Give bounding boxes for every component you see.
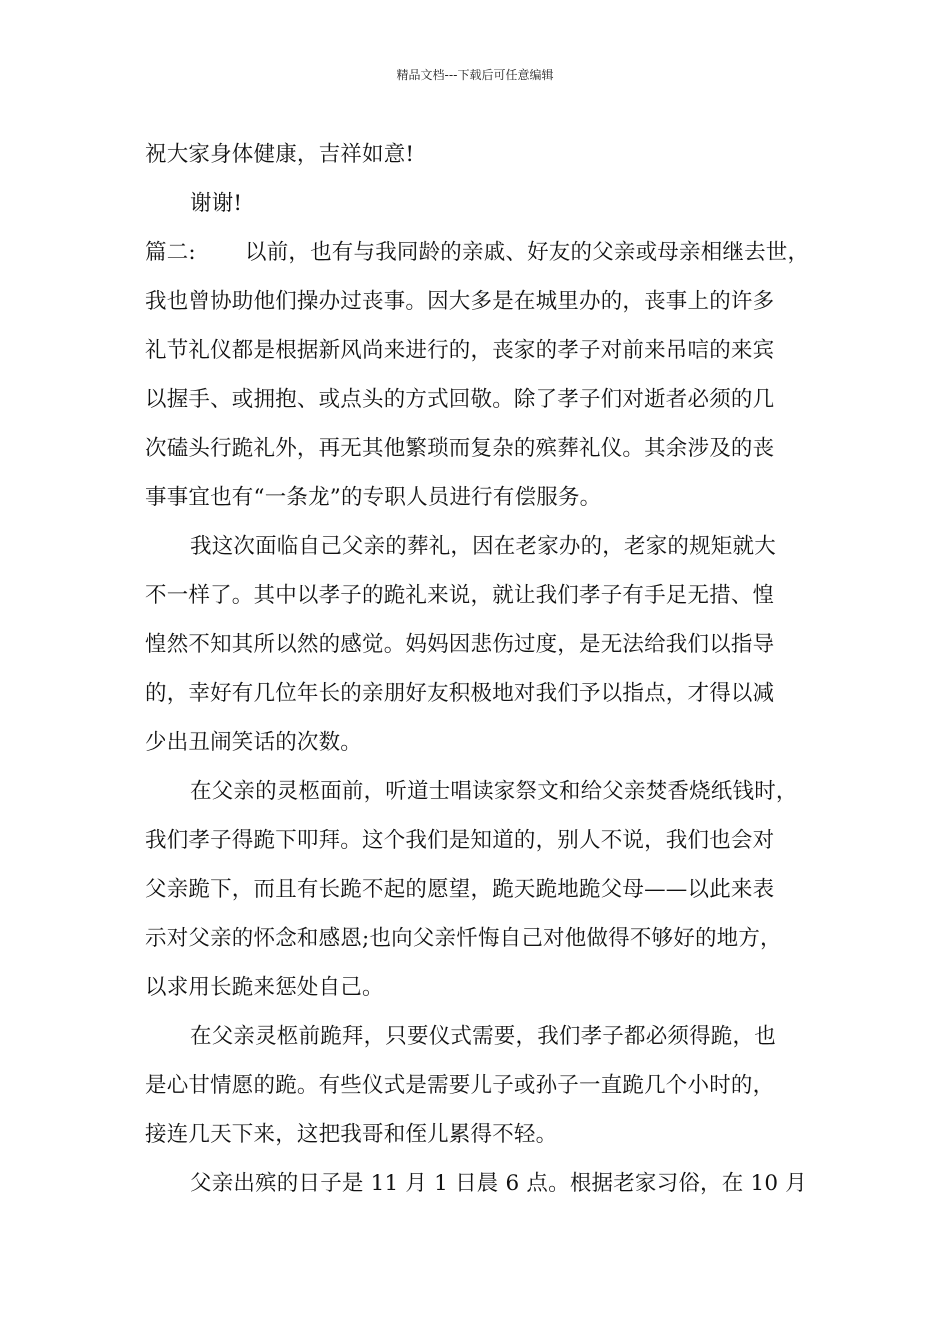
text-line: 在父亲灵柩前跪拜，只要仪式需要，我们孝子都必须得跪，也 [190, 1024, 776, 1049]
text-line: 接连几天下来，这把我哥和侄儿累得不轻。 [145, 1122, 558, 1147]
text-line: 谢谢! [190, 191, 243, 216]
text-line: 祝大家身体健康，吉祥如意! [145, 142, 415, 167]
text-line: 惶然不知其所以然的感觉。妈妈因悲伤过度，是无法给我们以指导 [145, 632, 775, 657]
text-line: 的，幸好有几位年长的亲朋好友积极地对我们予以指点，才得以减 [145, 681, 775, 706]
text-line: 我也曾协助他们操办过丧事。因大多是在城里办的，丧事上的许多 [145, 289, 775, 314]
text-line: 少出丑闹笑话的次数。 [145, 730, 363, 755]
section-heading-line [145, 228, 815, 277]
page-header: 精品文档---下载后可任意编辑 [396, 68, 554, 82]
section-label: 篇二: [145, 240, 196, 265]
text-line: 父亲出殡的日子是 11 月 1 日晨 6 点。根据老家习俗，在 10 月 [190, 1171, 807, 1196]
text-line: 礼节礼仪都是根据新风尚来进行的，丧家的孝子对前来吊唁的来宾 [145, 338, 775, 363]
text-line: 以前，也有与我同龄的亲戚、好友的父亲或母亲相继去世， [245, 240, 810, 265]
text-line: 父亲跪下，而且有长跪不起的愿望，跪天跪地跪父母——以此来表 [145, 877, 775, 902]
text-line: 在父亲的灵柩面前，听道士唱读家祭文和给父亲焚香烧纸钱时， [190, 779, 798, 804]
text-line: 不一样了。其中以孝子的跪礼来说，就让我们孝子有手足无措、惶 [145, 583, 775, 608]
text-line: 我这次面临自己父亲的葬礼，因在老家办的，老家的规矩就大 [190, 534, 776, 559]
text-line: 我们孝子得跪下叩拜。这个我们是知道的，别人不说，我们也会对 [145, 828, 775, 853]
text-line: 事事宜也有“一条龙”的专职人员进行有偿服务。 [145, 485, 602, 510]
text-line: 次磕头行跪礼外，再无其他繁琐而复杂的殡葬礼仪。其余涉及的丧 [145, 436, 775, 461]
text-line: 以握手、或拥抱、或点头的方式回敬。除了孝子们对逝者必须的几 [145, 387, 775, 412]
text-line: 是心甘情愿的跪。有些仪式是需要儿子或孙子一直跪几个小时的， [145, 1073, 775, 1098]
text-line: 以求用长跪来惩处自己。 [145, 975, 384, 1000]
text-line: 示对父亲的怀念和感恩;也向父亲忏悔自己对他做得不够好的地方， [145, 926, 782, 951]
document-body [145, 130, 815, 1208]
